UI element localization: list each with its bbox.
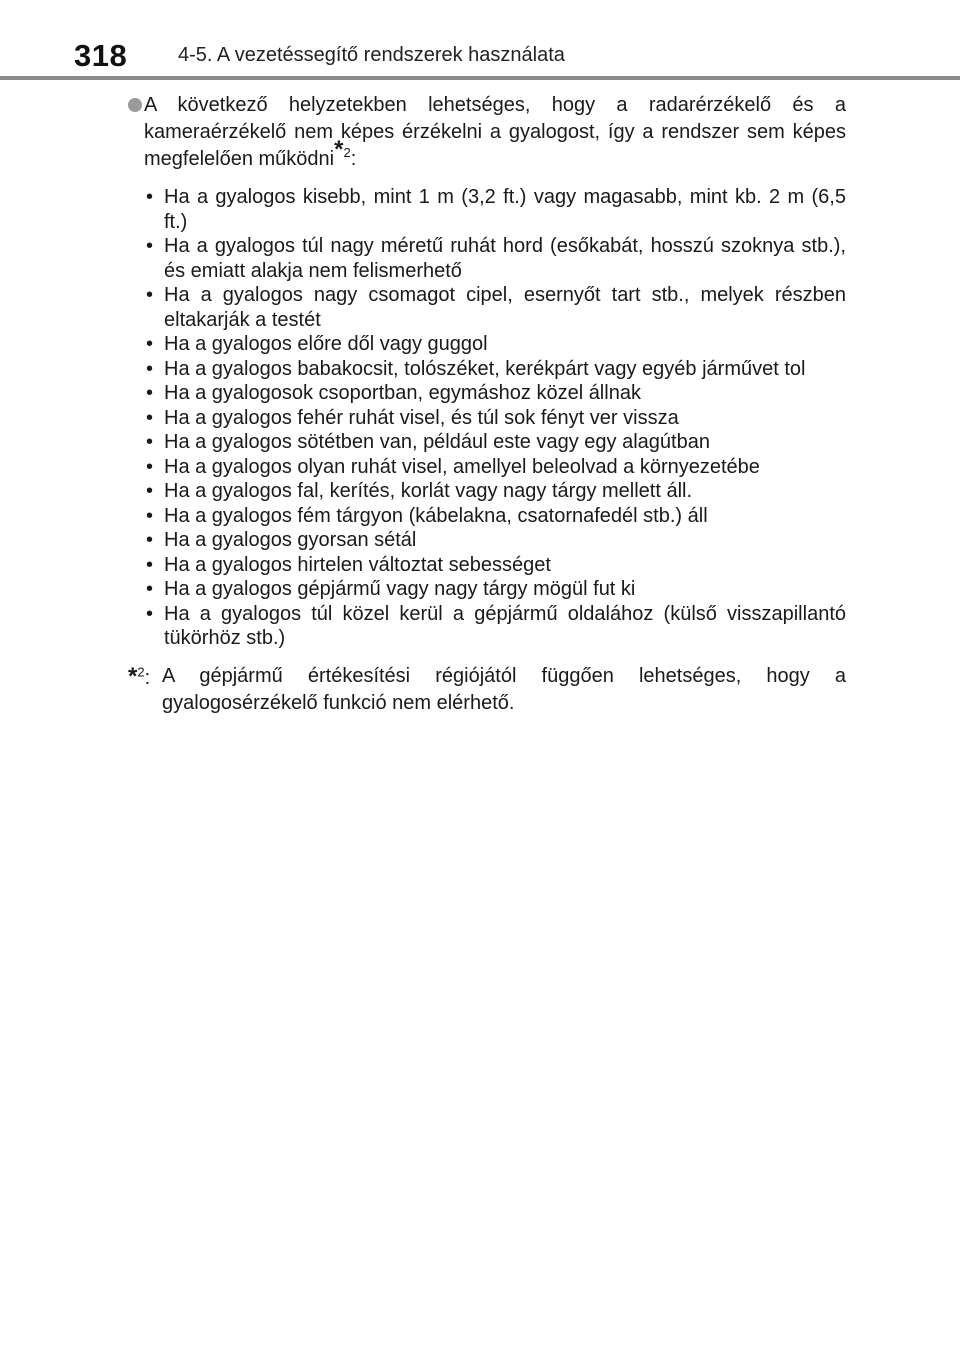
bullet-icon: • — [146, 357, 154, 380]
list-item-text: Ha a gyalogos nagy csomagot cipel, esernyőt tart stb., melyek részben eltakarják a testét — [164, 284, 846, 331]
list-item — [146, 455, 846, 480]
list-item — [146, 479, 846, 504]
list-item — [146, 234, 846, 283]
list-item-text: Ha a gyalogos túl közel kerül a gépjármű oldalához (külső visszapillantó tükörhöz stb.) — [164, 602, 846, 649]
list-item-text: Ha a gyalogos kisebb, mint 1 m (3,2 ft.) vagy magasabb, mint kb. 2 m (6,5 ft.) — [164, 186, 846, 233]
footnote-reference: *2 — [334, 136, 351, 164]
bullet-icon: • — [146, 382, 154, 404]
bullet-icon: • — [146, 235, 154, 257]
section-title: 4-5. A vezetéssegítő rendszerek használata — [178, 44, 565, 66]
list-item-text: Ha a gyalogosok csoportban, egymáshoz közel állnak — [164, 382, 641, 404]
list-item — [146, 528, 846, 553]
bullet-icon: • — [146, 455, 154, 478]
list-item — [146, 406, 846, 431]
list-item-text: Ha a gyalogos előre dől vagy guggol — [164, 333, 488, 355]
list-item — [146, 504, 846, 529]
footnote — [128, 663, 846, 717]
bullet-icon: • — [146, 431, 154, 453]
main-content — [128, 92, 846, 717]
list-item-text: Ha a gyalogos túl nagy méretű ruhát hord (esőkabát, hosszú szoknya stb.), és emiatt alakja nem felismerhető — [164, 235, 846, 282]
condition-list — [128, 185, 846, 651]
bullet-icon: • — [146, 504, 154, 527]
bullet-icon: • — [146, 480, 154, 502]
list-item — [146, 602, 846, 651]
list-item-text: Ha a gyalogos fém tárgyon (kábelakna, csatornafedél stb.) áll — [164, 504, 708, 527]
page-number: 318 — [74, 38, 128, 73]
bullet-icon: • — [146, 284, 154, 306]
footnote-marker: *$^2$: — [128, 662, 151, 690]
header-divider — [0, 76, 960, 80]
bullet-icon: • — [146, 406, 154, 429]
list-item-text: Ha a gyalogos fehér ruhát visel, és túl sok fényt ver vissza — [164, 406, 679, 429]
list-item-text: Ha a gyalogos gépjármű vagy nagy tárgy mögül fut ki — [164, 578, 636, 600]
bullet-icon: • — [146, 529, 154, 551]
list-item-text: Ha a gyalogos sötétben van, például este vagy egy alagútban — [164, 431, 710, 453]
list-item — [146, 185, 846, 234]
list-item — [146, 283, 846, 332]
list-item — [146, 430, 846, 455]
page-header — [0, 0, 960, 80]
bullet-icon: • — [146, 333, 154, 355]
bullet-icon: • — [146, 578, 154, 600]
circle-bullet-icon — [128, 98, 142, 112]
list-item-text: Ha a gyalogos gyorsan sétál — [164, 529, 417, 551]
list-item-text: Ha a gyalogos hirtelen változtat sebességet — [164, 553, 551, 576]
intro-text: A következő helyzetekben lehetséges, hogy a radarérzékelő és a kameraérzékelő nem képes érzékelni a gyalogost, így a rendszer sem képes megfelelően működni — [144, 94, 846, 170]
list-item — [146, 357, 846, 382]
bullet-icon: • — [146, 602, 154, 625]
footnote-text: A gépjármű értékesítési régiójától függően lehetséges, hogy a gyalogosérzékelő funkció nem elérhető. — [162, 664, 846, 714]
list-item — [146, 381, 846, 406]
bullet-icon: • — [146, 186, 154, 208]
bullet-icon: • — [146, 553, 154, 576]
list-item — [146, 577, 846, 602]
list-item-text: Ha a gyalogos fal, kerítés, korlát vagy nagy tárgy mellett áll. — [164, 480, 693, 502]
intro-paragraph: A következő helyzetekben lehetséges, hogy a radarérzékelő és a kameraérzékelő nem képes érzékelni a gyalogost, így a rendszer sem képes megfelelően működni$^{*2}$: — [128, 92, 846, 173]
list-item-text: Ha a gyalogos olyan ruhát visel, amellyel beleolvad a környezetébe — [164, 455, 760, 478]
list-item — [146, 553, 846, 578]
list-item — [146, 332, 846, 357]
list-item-text: Ha a gyalogos babakocsit, tolószéket, kerékpárt vagy egyéb járművet tol — [164, 357, 806, 380]
